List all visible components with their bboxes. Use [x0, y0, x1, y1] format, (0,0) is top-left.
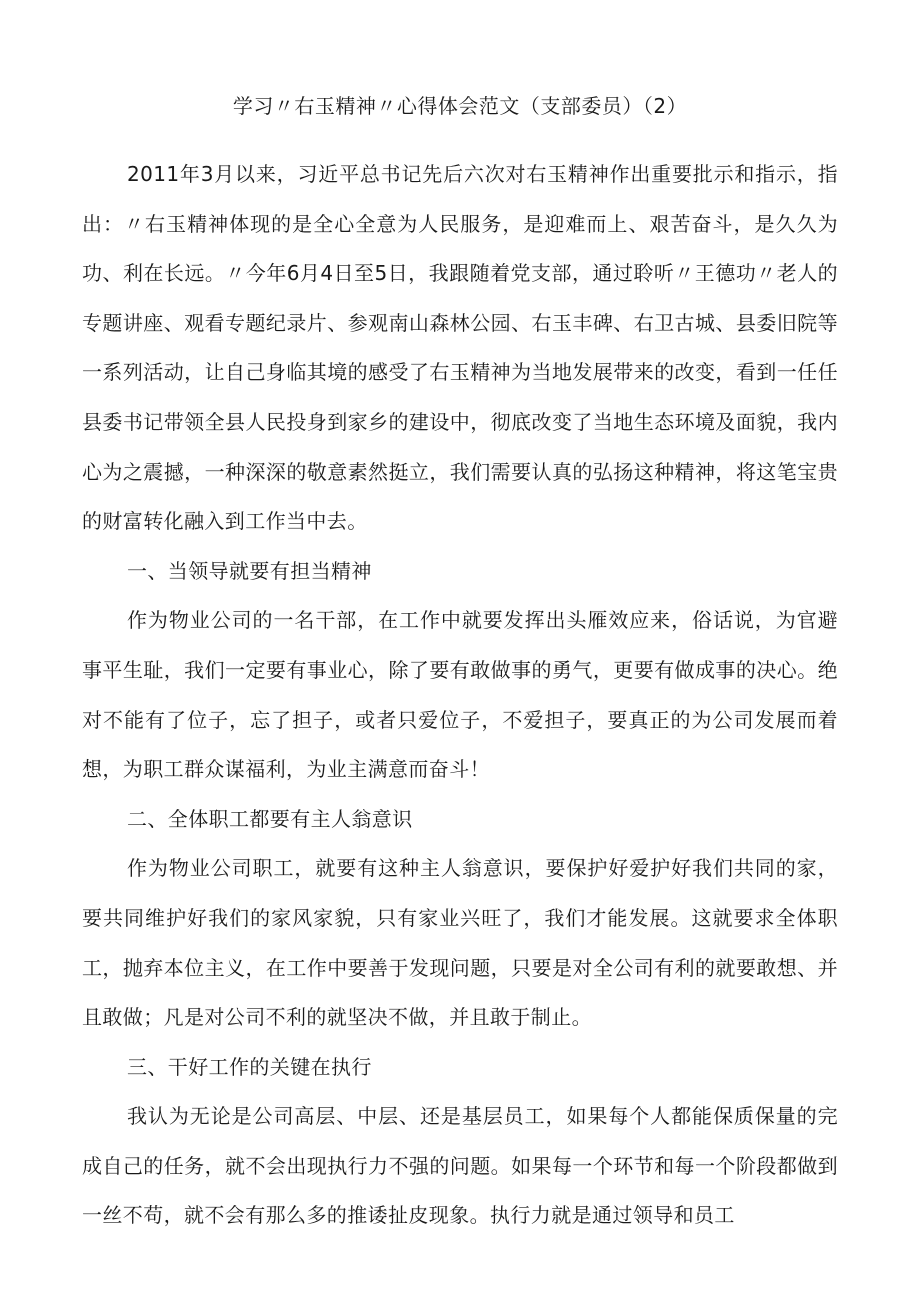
paragraph-section-2: 作为物业公司职工，就要有这种主人翁意识，要保护好爱护好我们共同的家，要共同维护好我们的家风家貌，只有家业兴旺了，我们才能发展。这就要求全体职工，抛弃本位主义，在工作中要善于发现问题，只要是对全公司有利的就要敢想、并且敢做；凡是对公司不利的就坚决不做，并且敢于制止。	[82, 856, 838, 1030]
section-heading-1: 一、当领导就要有担当精神	[127, 558, 372, 583]
section-heading-3: 三、干好工作的关键在执行	[127, 1054, 372, 1079]
paragraph-section-1: 作为物业公司的一名干部，在工作中就要发挥出头雁效应来，俗话说，为官避事平生耻，我们一定要有事业心，除了要有敢做事的勇气，更要有做成事的决心。绝对不能有了位子，忘了担子，或者只爱位子，不爱担子，要真正的为公司发展而着想，为职工群众谋福利，为业主满意而奋斗！	[82, 608, 838, 782]
document-title: 学习〃右玉精神〃心得体会范文（支部委员）（2）	[232, 94, 688, 118]
section-heading-2: 二、全体职工都要有主人翁意识	[127, 806, 413, 831]
paragraph-section-3: 我认为无论是公司高层、中层、还是基层员工，如果每个人都能保质保量的完成自己的任务，就不会出现执行力不强的问题。如果每一个环节和每一个阶段都做到一丝不苟，就不会有那么多的推诿扯皮现象。执行力就是通过领导和员工	[82, 1104, 838, 1228]
paragraph-intro: 2011年3月以来，习近平总书记先后六次对右玉精神作出重要批示和指示，指出：〃右玉精神体现的是全心全意为人民服务，是迎难而上、艰苦奋斗，是久久为功、利在长远。〃今年6月4日至5日，我跟随着党支部，通过聆听〃王德功〃老人的专题讲座、观看专题纪录片、参观南山森林公园、右玉丰碑、右卫古城、县委旧院等一系列活动，让自己身临其境的感受了右玉精神为当地发展带来的改变，看到一任任县委书记带领全县人民投身到家乡的建设中，彻底改变了当地生态环境及面貌，我内心为之震撼，一种深深的敬意素然挺立，我们需要认真的弘扬这种精神，将这笔宝贵的财富转化融入到工作当中去。	[82, 162, 838, 534]
